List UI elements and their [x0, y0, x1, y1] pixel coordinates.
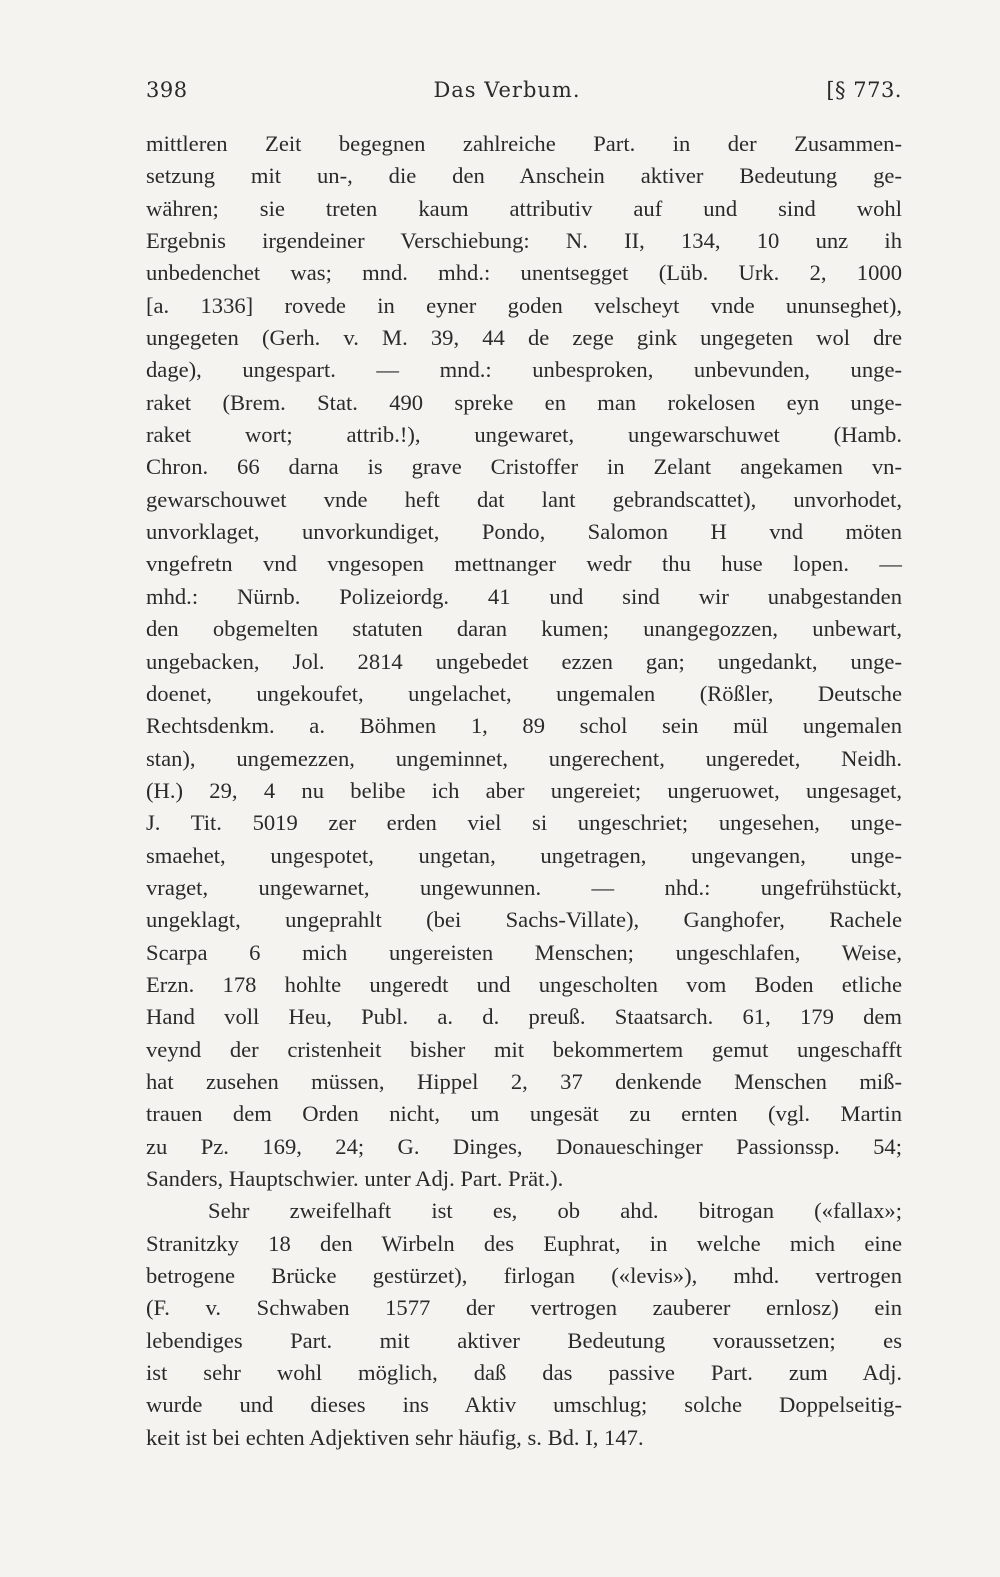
text-line: trauen dem Orden nicht, um ungesät zu ernten (vgl. Martin: [146, 1101, 902, 1127]
text-line: Sanders, Hauptschwier. unter Adj. Part. Prät.).: [146, 1166, 564, 1191]
text-line: (F. v. Schwaben 1577 der vertrogen zauberer ernlosz) ein: [146, 1295, 902, 1321]
text-line: Erzn. 178 hohlte ungeredt und ungescholten vom Boden etliche: [146, 971, 902, 997]
text-line: Chron. 66 darna is grave Cristoffer in Zelant angekamen vn-: [146, 454, 902, 480]
text-line: betrogene Brücke gestürzet), firlogan («levis»), mhd. vertrogen: [146, 1263, 902, 1289]
text-line: Scarpa 6 mich ungereisten Menschen; ungeschlafen, Weise,: [146, 939, 902, 965]
section-reference: [§ 773.: [826, 78, 902, 102]
text-line: ist sehr wohl möglich, daß das passive Part. zum Adj.: [146, 1360, 902, 1386]
text-line: mhd.: Nürnb. Polizeiordg. 41 und sind wir unabgestanden: [146, 583, 902, 609]
text-line: den obgemelten statuten daran kumen; unangegozzen, unbewart,: [146, 616, 902, 642]
text-line: vngefretn vnd vngesopen mettnanger wedr thu huse lopen. —: [146, 551, 902, 577]
text-line: keit ist bei echten Adjektiven sehr häufig, s. Bd. I, 147.: [146, 1424, 644, 1450]
text-line: raket wort; attrib.!), ungewaret, ungewarschuwet (Hamb.: [146, 422, 902, 448]
paragraph-start-line: Sehr zweifelhaft ist es, ob ahd. bitrogan («fallax»;: [208, 1198, 902, 1224]
text-line: Hand voll Heu, Publ. a. d. preuß. Staatsarch. 61, 179 dem: [146, 1004, 902, 1030]
text-line: (H.) 29, 4 nu belibe ich aber ungereiet; ungeruowet, ungesaget,: [146, 777, 902, 803]
text-line: ungeklagt, ungeprahlt (bei Sachs-Villate), Ganghofer, Rachele: [146, 907, 902, 933]
text-line: veynd der cristenheit bisher mit bekommertem gemut ungeschafft: [146, 1036, 902, 1062]
text-line: vraget, ungewarnet, ungewunnen. — nhd.: ungefrühstückt,: [146, 874, 902, 900]
text-line: hat zusehen müssen, Hippel 2, 37 denkende Menschen miß-: [146, 1068, 902, 1094]
body-text: [146, 128, 902, 1454]
text-line: J. Tit. 5019 zer erden viel si ungeschriet; ungesehen, unge-: [146, 810, 902, 836]
page-number: 398: [146, 78, 188, 102]
text-line: mittleren Zeit begegnen zahlreiche Part. in der Zusammen-: [146, 131, 902, 156]
text-line: Rechtsdenkm. a. Böhmen 1, 89 schol sein mül ungemalen: [146, 713, 902, 739]
text-line: setzung mit un-, die den Anschein aktiver Bedeutung ge-: [146, 163, 902, 189]
text-line: wurde und dieses ins Aktiv umschlug; solche Doppelseitig-: [146, 1392, 902, 1418]
text-line: gewarschouwet vnde heft dat lant gebrandscattet), unvorhodet,: [146, 486, 902, 512]
text-line: zu Pz. 169, 24; G. Dinges, Donaueschinger Passionssp. 54;: [146, 1133, 902, 1159]
text-line: unvorklaget, unvorkundiget, Pondo, Salomon H vnd möten: [146, 519, 902, 545]
text-line: doenet, ungekoufet, ungelachet, ungemalen (Rößler, Deutsche: [146, 680, 902, 706]
text-line: lebendiges Part. mit aktiver Bedeutung voraussetzen; es: [146, 1327, 902, 1353]
text-line: raket (Brem. Stat. 490 spreke en man rokelosen eyn unge-: [146, 389, 902, 415]
text-line: unbedenchet was; mnd. mhd.: unentsegget (Lüb. Urk. 2, 1000: [146, 260, 902, 286]
text-line: währen; sie treten kaum attributiv auf und sind wohl: [146, 195, 902, 221]
text-line: stan), ungemezzen, ungeminnet, ungerechent, ungeredet, Neidh.: [146, 745, 902, 771]
text-line: [a. 1336] rovede in eyner goden velscheyt vnde ununseghet),: [146, 292, 902, 318]
running-header: [146, 78, 902, 102]
text-line: Ergebnis irgendeiner Verschiebung: N. II, 134, 10 unz ih: [146, 228, 902, 254]
text-line: ungegeten (Gerh. v. M. 39, 44 de zege gink ungegeten wol dre: [146, 325, 902, 351]
running-title: Das Verbum.: [433, 78, 581, 102]
text-line: dage), ungespart. — mnd.: unbesproken, unbevunden, unge-: [146, 357, 902, 383]
text-line: ungebacken, Jol. 2814 ungebedet ezzen gan; ungedankt, unge-: [146, 648, 902, 674]
page: [146, 78, 902, 1454]
text-line: Stranitzky 18 den Wirbeln des Euphrat, in welche mich eine: [146, 1230, 902, 1256]
text-line: smaehet, ungespotet, ungetan, ungetragen, ungevangen, unge-: [146, 842, 902, 868]
